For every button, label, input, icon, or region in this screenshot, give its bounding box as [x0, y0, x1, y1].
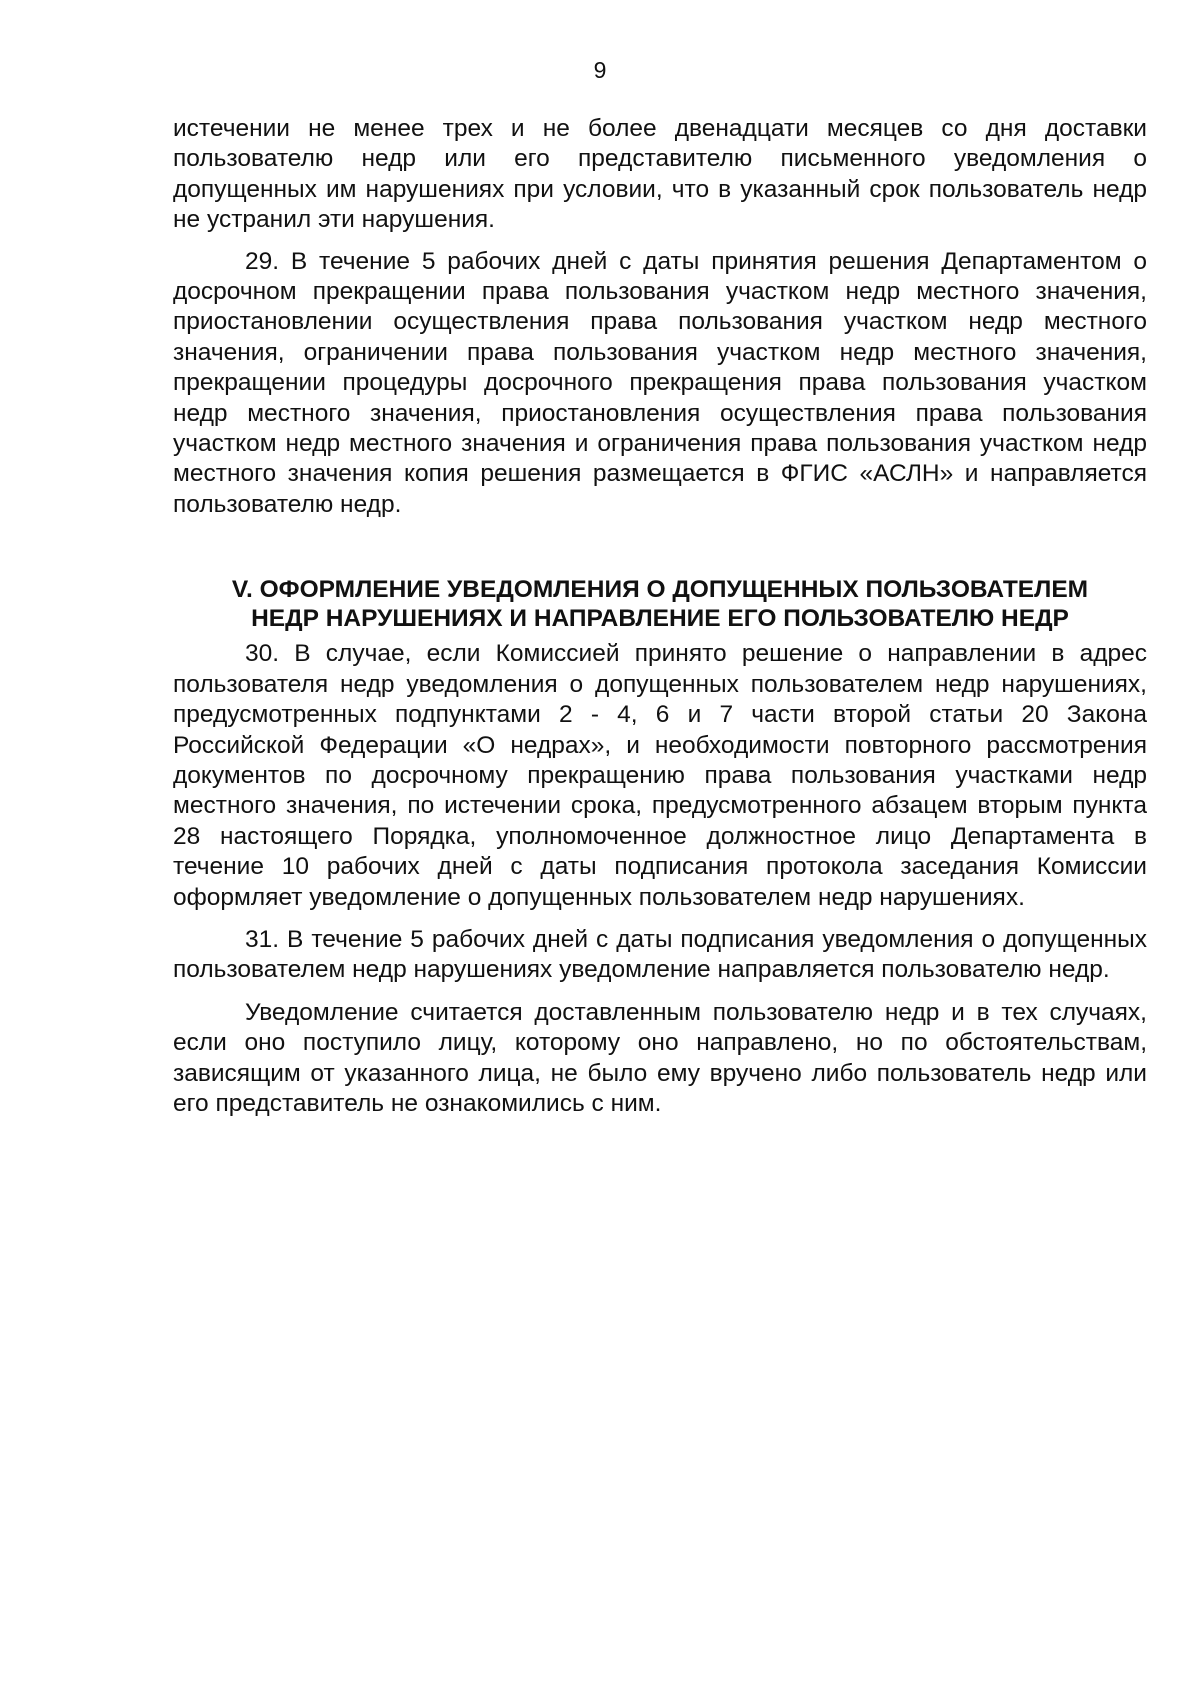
document-body [173, 114, 1147, 1119]
section-heading-line-2: НЕДР НАРУШЕНИЯХ И НАПРАВЛЕНИЕ ЕГО ПОЛЬЗОВАТЕЛЮ НЕДР [251, 605, 1069, 633]
section-heading-line-1: V. ОФОРМЛЕНИЕ УВЕДОМЛЕНИЯ О ДОПУЩЕННЫХ ПОЛЬЗОВАТЕЛЕМ [231, 576, 1089, 604]
paragraph-30: 30. В случае, если Комиссией принято решение о направлении в адрес пользователя недр уведомления о допущенных пользователем недр нарушениях, предусмотренных подпунктами 2 - 4, 6 и 7 части второй статьи 20 Закона Российской Федерации «О недрах», и необходимости повторного рассмотрения документов по досрочному прекращению права пользования участками недр местного значения, по истечении срока, предусмотренного абзацем вторым пункта 28 настоящего Порядка, уполномоченное должностное лицо Департамента в течение 10 рабочих дней с даты подписания протокола заседания Комиссии оформляет уведомление о допущенных пользователем недр нарушениях. [173, 640, 1147, 911]
paragraph-29: 29. В течение 5 рабочих дней с даты принятия решения Департаментом о досрочном прекращении права пользования участком недр местного значения, приостановлении осуществления права пользования участком недр местного значения, ограничении права пользования участком недр местного значения, прекращении процедуры досрочного прекращения права пользования участком недр местного значения, приостановления осуществления права пользования участком недр местного значения и ограничения права пользования участком недр местного значения копия решения размещается в ФГИС «АСЛН» и направляется пользователю недр. [173, 247, 1147, 518]
page-number: 9 [593, 57, 607, 83]
paragraph-31-notice: Уведомление считается доставленным пользователю недр и в тех случаях, если оно поступило лицу, которому оно направлено, но по обстоятельствам, зависящим от указанного лица, не было ему вручено либо пользователь недр или его представитель не ознакомились с ним. [173, 998, 1147, 1117]
paragraph-continuation: истечении не менее трех и не более двенадцати месяцев со дня доставки пользователю недр или его представителю письменного уведомления о допущенных им нарушениях при условии, что в указанный срок пользователь недр не устранил эти нарушения. [173, 115, 1147, 234]
section-heading [173, 575, 1147, 633]
paragraph-31: 31. В течение 5 рабочих дней с даты подписания уведомления о допущенных пользователем недр нарушениях уведомление направляется пользователю недр. [173, 925, 1147, 984]
